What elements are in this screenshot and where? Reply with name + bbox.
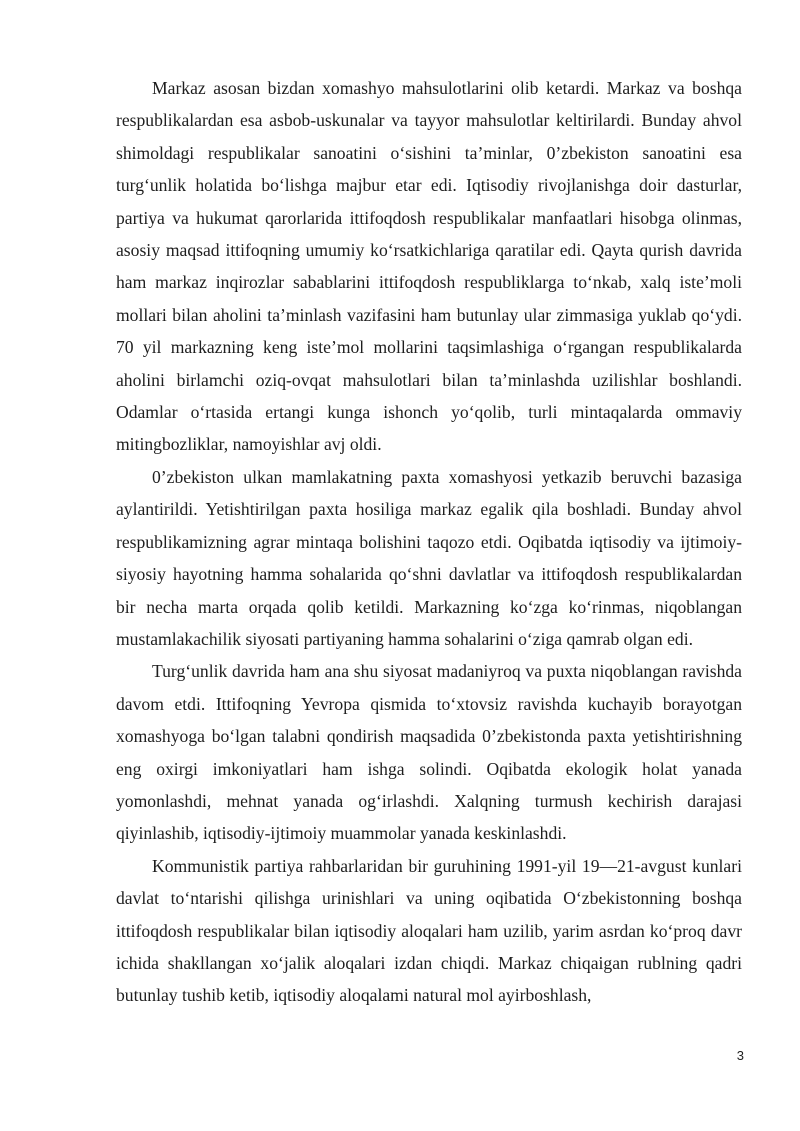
paragraph-3: Turg‘unlik davrida ham ana shu siyosat madaniyroq va puxta niqoblangan ravishda davom etdi. Ittifoqning Yevropa qismida to‘xtovsiz ravishda kuchayib borayotgan xomashyoga bo‘lgan talabni qondirish maqsadida 0’zbekistonda paxta yetishtirishning eng oxirgi imkoniyatlari ham ishga solindi. Oqibatda ekologik holat yanada yomonlashdi, mehnat yanada og‘irlashdi. Xalqning turmush kechirish darajasi qiyinlashib, iqtisodiy-ijtimoiy muammolar yanada keskinlashdi. [116, 661, 742, 844]
paragraph-4: Kommunistik partiya rahbarlaridan bir guruhining 1991-yil 19—21-avgust kunlari davlat to‘ntarishi qilishga urinishlari va uning oqibatida O‘zbekistonning boshqa ittifoqdosh respublikalar bilan iqtisodiy aloqalari ham uzilib, yarim asrdan ko‘proq davr ichida shakllangan xo‘jalik aloqalari izdan chiqdi. Markaz chiqaigan rublning qadri butunlay tushib ketib, iqtisodiy aloqalami natural mol ayirboshlash, [116, 855, 742, 1006]
paragraph-2: 0’zbekiston ulkan mamlakatning paxta xomashyosi yetkazib beruvchi bazasiga aylantirildi. Yetishtirilgan paxta hosiliga markaz egalik qila boshladi. Bunday ahvol respublikamizning agrar mintaqa bolishini taqozo etdi. Oqibatda iqtisodiy va ijtimoiy-siyosiy hayotning hamma sohalarida qo‘shni davlatlar va ittifoqdosh respublikalardan bir necha marta orqada qolib ketildi. Markazning ko‘zga ko‘rinmas, niqoblangan mustamlakachilik siyosati partiyaning hamma sohalarini o‘ziga qamrab olgan edi. [116, 466, 742, 649]
paragraph-1: Markaz asosan bizdan xomashyo mahsulotlarini olib ketardi. Markaz va boshqa respublikalardan esa asbob-uskunalar va tayyor mahsulotlar keltirilardi. Bunday ahvol shimoldagi respublikalar sanoatini o‘sishini ta’minlar, 0’zbekiston sanoatini esa turg‘unlik holatida bo‘lishga majbur etar edi. Iqtisodiy rivojlanishga doir dasturlar, partiya va hukumat qarorlarida ittifoqdosh respublikalar manfaatlari hisobga olinmas, asosiy maqsad ittifoqning umumiy ko‘rsatkichlariga qaratilar edi. Qayta qurish davrida ham markaz inqirozlar sabablarini ittifoqdosh respubliklarga to‘nkab, xalq iste’moli mollari bilan aholini ta’minlash vazifasini ham butunlay ular zimmasiga yuklab qo‘ydi. 70 yil markazning keng iste’mol mollarini taqsimlashiga o‘rgangan respublikalarda aholini birlamchi oziq-ovqat mahsulotlari bilan ta’minlashda uzilishlar boshlandi. Odamlar o‘rtasida ertangi kunga ishonch yo‘qolib, turli mintaqalarda ommaviy mitingbozliklar, namoyishlar avj oldi. [116, 78, 742, 455]
page-number: 3 [736, 1048, 744, 1063]
document-body [116, 72, 742, 1012]
